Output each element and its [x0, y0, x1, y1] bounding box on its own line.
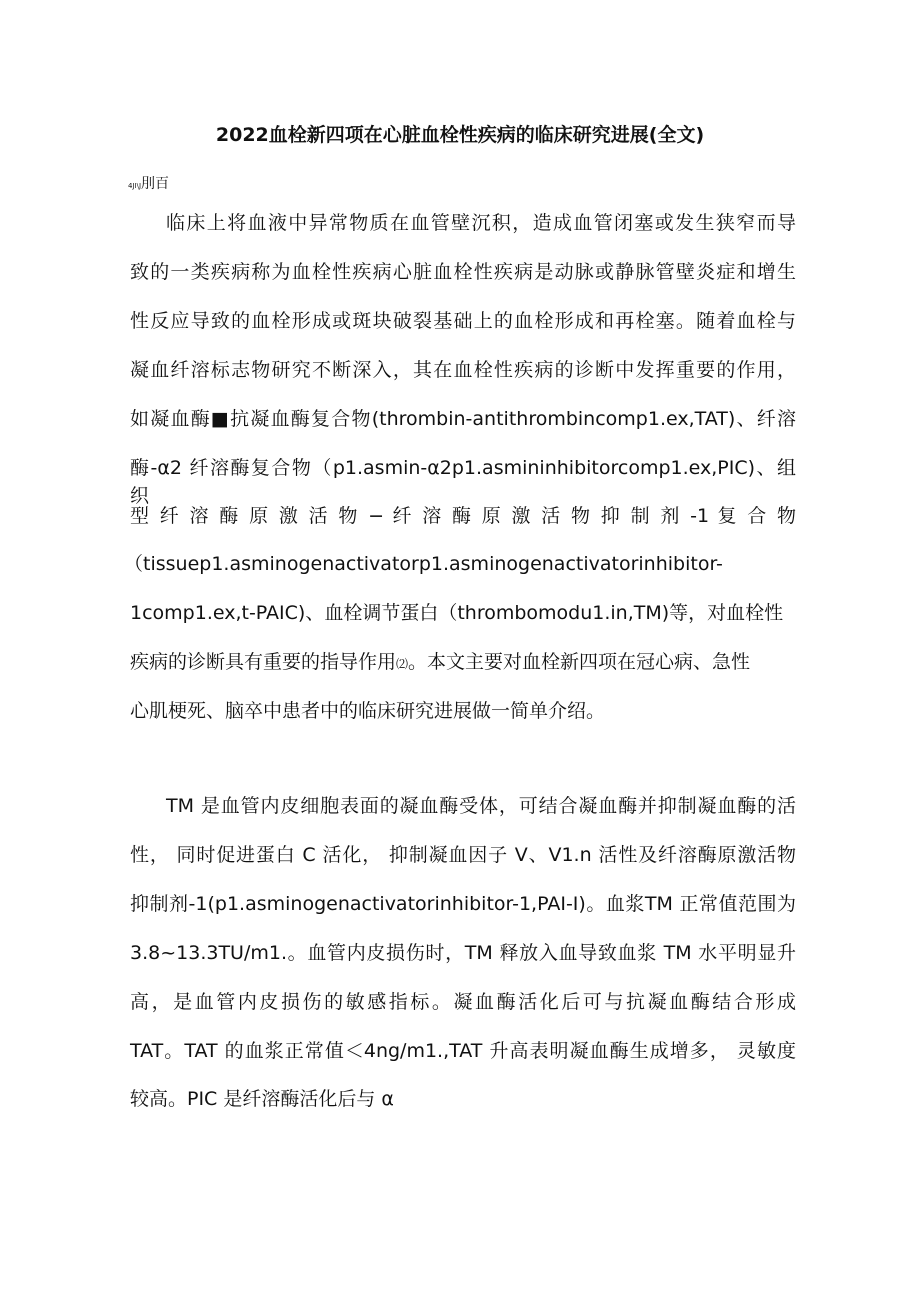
citation-marker: ⑵	[396, 657, 409, 671]
paragraph-2-line-5: 高，是血管内皮损伤的敏感指标。凝血酶活化后可与抗凝血酶结合形成	[130, 991, 796, 1013]
paragraph-2-line-6: TAT。TAT 的血浆正常值＜4ng∕m1.,TAT 升高表明凝血酶生成增多， 灵敏度	[130, 1040, 796, 1062]
paragraph-1-line-8: （tissuep1.asminogenactivatorp1.asminogenactivatorinhibitor-	[124, 553, 723, 575]
byline-text: 刖百	[141, 176, 170, 192]
byline-prefix: 4JI\J	[128, 182, 142, 190]
paragraph-1-line-5: 如凝血酶■抗凝血酶复合物(thrombin-antithrombincomp1.ex,TAT)、纤溶	[130, 408, 796, 430]
paragraph-2-line-2: 性， 同时促进蛋白 C 活化， 抑制凝血因子 V、V1.n 活性及纤溶酶原激活物	[130, 844, 796, 866]
paragraph-2-line-3: 抑制剂-1(p1.asminogenactivatorinhibitor-1,PAI-I)。血浆TM 正常值范围为	[130, 893, 796, 915]
paragraph-1-line-10-text: 疾病的诊断具有重要的指导作用	[130, 651, 397, 673]
paragraph-1-line-6: 酶-α2 纤溶酶复合物（p1.asmin-α2p1.asmininhibitorcomp1.ex,PIC)、组织	[130, 457, 796, 507]
paragraph-1-line-10	[130, 648, 750, 678]
paragraph-1-line-7: 型 纤 溶 酶 原 激 活 物 − 纤 溶 酶 原 激 活 物 抑 制 剂 -1 复 合 物	[130, 505, 796, 527]
paragraph-2-line-1: TM 是血管内皮细胞表面的凝血酶受体，可结合凝血酶并抑制凝血酶的活	[166, 795, 796, 817]
paragraph-1-line-9: 1comp1.ex,t-PAIC)、血栓调节蛋白（thrombomodu1.in,TM)等，对血栓性	[130, 602, 784, 624]
document-title: 2022血栓新四项在心脏血栓性疾病的临床研究进展(全文)	[215, 124, 705, 146]
paragraph-1-line-3: 性反应导致的血栓形成或斑块破裂基础上的血栓形成和再栓塞。随着血栓与	[130, 310, 796, 332]
paragraph-1-line-2: 致的一类疾病称为血栓性疾病心脏血栓性疾病是动脉或静脉管壁炎症和增生	[130, 261, 796, 283]
paragraph-1-line-4: 凝血纤溶标志物研究不断深入，其在血栓性疾病的诊断中发挥重要的作用，	[130, 359, 796, 381]
paragraph-2-line-4: 3.8~13.3TU∕m1.。血管内皮损伤时，TM 释放入血导致血浆 TM 水平明显升	[130, 942, 796, 964]
paragraph-1-line-1: 临床上将血液中异常物质在血管壁沉积，造成血管闭塞或发生狭窄而导	[166, 212, 796, 234]
byline	[128, 174, 169, 196]
paragraph-1-line-11: 心肌梗死、脑卒中患者中的临床研究进展做一简单介绍。	[130, 700, 606, 722]
paragraph-1-line-10-tail: 。本文主要对血栓新四项在冠心病、急性	[408, 651, 751, 673]
paragraph-2-line-7: 较高。PIC 是纤溶酶活化后与 α	[130, 1088, 394, 1110]
